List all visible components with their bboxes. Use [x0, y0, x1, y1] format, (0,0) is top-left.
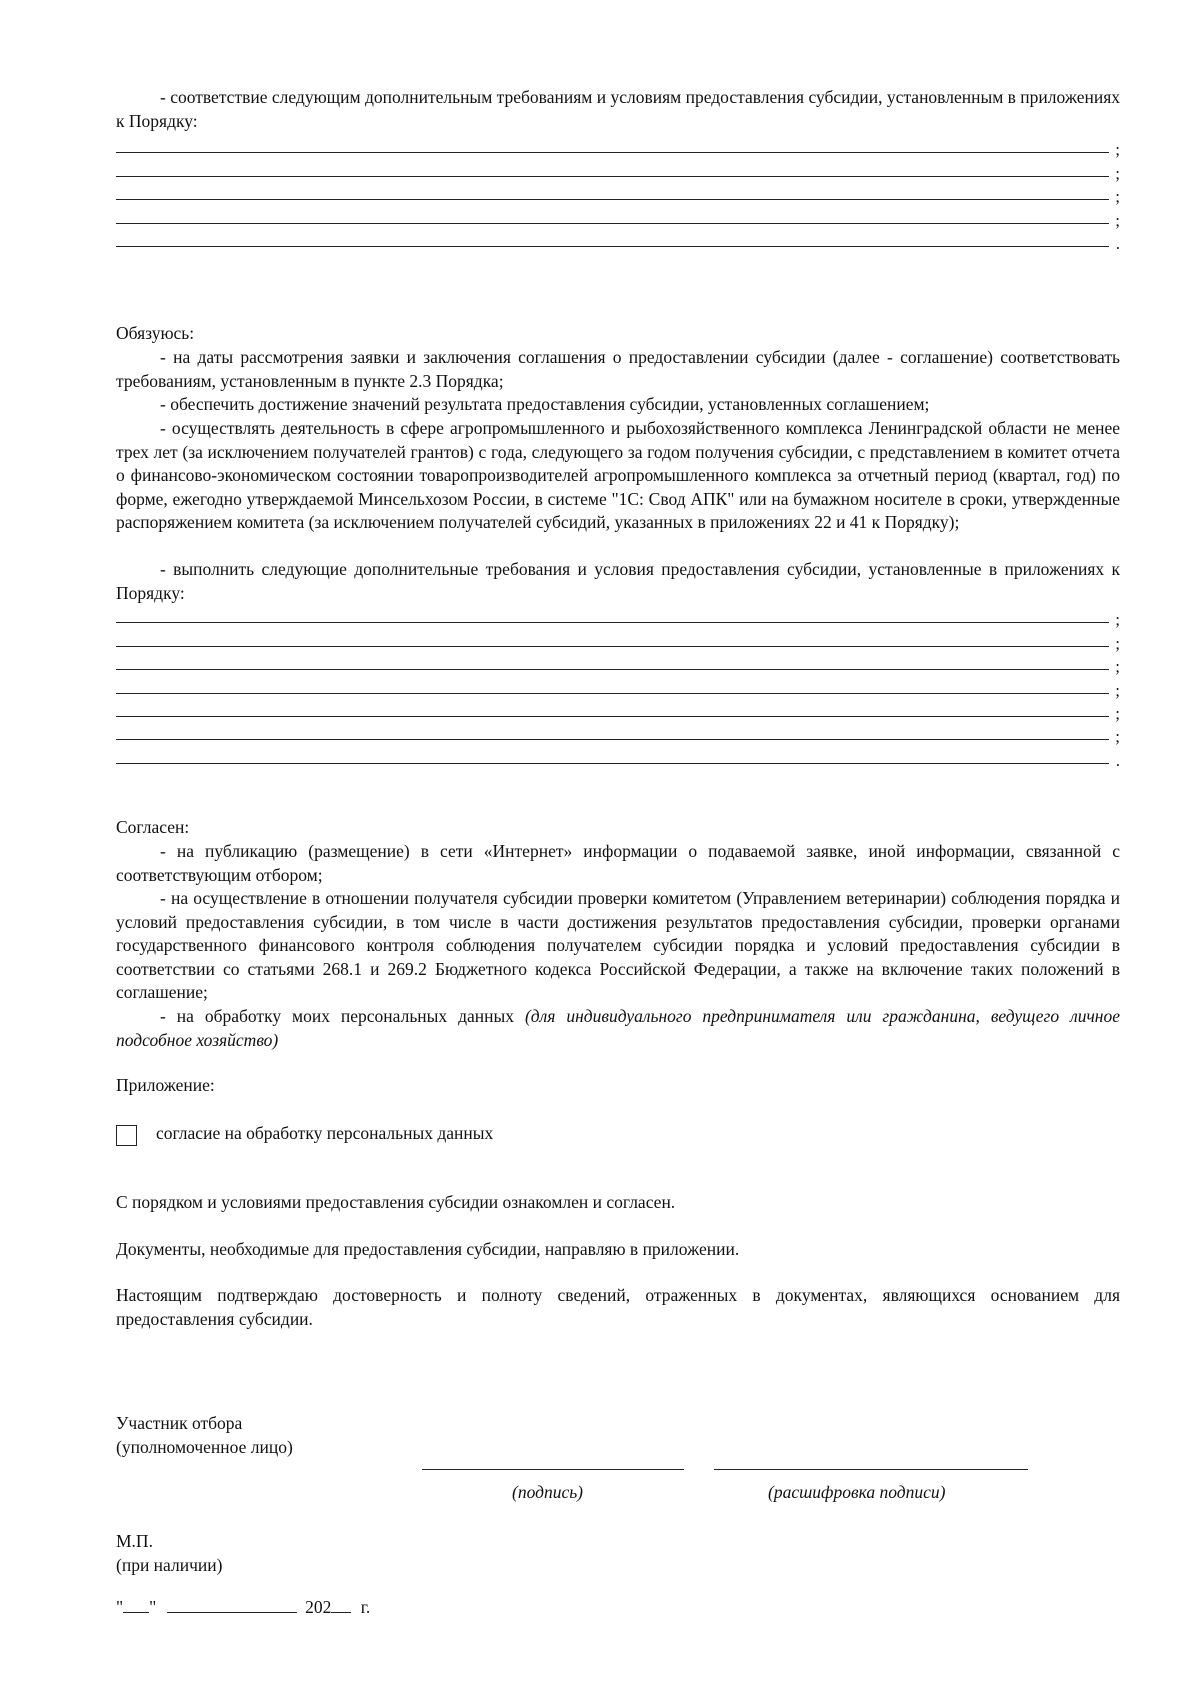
statement-acquainted: С порядком и условиями предоставления субсидии ознакомлен и согласен.: [116, 1192, 676, 1212]
statement-documents: Документы, необходимые для предоставления субсидии, направляю в приложении.: [116, 1239, 740, 1259]
date-month-field[interactable]: [167, 1611, 297, 1613]
consent-item: - на осуществление в отношении получателя субсидии проверки комитетом (Управлением ветеринарии) соблюдения порядка и условий предоставления субсидии, в том числе в части достижения результатов предоставления субсидии, проверки органами государственного финансового контроля соблюдения получателем субсидии порядка и условий предоставления субсидии в соответствии со статьями 268.1 и 269.2 Бюджетного кодекса Российской Федерации, а также на включение таких положений в соглашение;: [116, 888, 1120, 1002]
fill-line[interactable]: ;: [116, 206, 1120, 229]
commitment-item: - обеспечить достижение значений результата предоставления субсидии, установленных соглашением;: [160, 394, 930, 414]
consent-item-personal-data: - на обработку моих персональных данных (для индивидуального предпринимателя или гражданина, ведущего личное подсобное хозяйство): [116, 1006, 1120, 1050]
attachment-heading: Приложение:: [116, 1075, 215, 1095]
fill-line[interactable]: ;: [116, 183, 1120, 206]
fill-line[interactable]: ;: [116, 606, 1120, 629]
checkbox-label: согласие на обработку персональных данных: [156, 1123, 494, 1143]
date-line: " " 202 г.: [116, 1597, 371, 1617]
signature-line[interactable]: [422, 1469, 684, 1470]
statement-confirmation: Настоящим подтверждаю достоверность и полноту сведений, отраженных в документах, являющихся основанием для предоставления субсидии.: [116, 1285, 1120, 1329]
commitment-item: - выполнить следующие дополнительные требования и условия предоставления субсидии, установленные в приложениях к Порядку:: [116, 559, 1120, 603]
fill-line[interactable]: .: [116, 230, 1120, 253]
signature-decode-caption: (расшифровка подписи): [768, 1482, 946, 1502]
seal-label: М.П.: [116, 1531, 153, 1551]
signature-caption: (подпись): [512, 1482, 584, 1502]
personal-data-consent-checkbox[interactable]: [116, 1125, 137, 1146]
fill-line[interactable]: ;: [116, 653, 1120, 676]
fill-line[interactable]: ;: [116, 700, 1120, 723]
commitments-fill-lines: [116, 606, 1120, 770]
commitment-item: - на даты рассмотрения заявки и заключения соглашения о предоставлении субсидии (далее - соглашение) соответствовать требованиям, установленным в пункте 2.3 Порядка;: [116, 347, 1120, 391]
date-day-field[interactable]: [123, 1611, 149, 1613]
authorized-person-label: (уполномоченное лицо): [116, 1437, 293, 1457]
fill-line[interactable]: ;: [116, 159, 1120, 182]
requirements-fill-lines: [116, 136, 1120, 253]
personal-data-note: (для индивидуального предпринимателя или гражданина, ведущего личное подсобное хозяйство): [116, 1006, 1120, 1050]
fill-line[interactable]: ;: [116, 723, 1120, 746]
fill-line[interactable]: .: [116, 746, 1120, 769]
requirements-text: - соответствие следующим дополнительным требованиям и условиям предоставления субсидии, установленным в приложениях к Порядку:: [116, 87, 1120, 131]
signature-decode-line[interactable]: [714, 1469, 1028, 1470]
date-year-field[interactable]: [331, 1611, 351, 1613]
fill-line[interactable]: ;: [116, 136, 1120, 159]
commitment-item: - осуществлять деятельность в сфере агропромышленного и рыбохозяйственного комплекса Ленинградской области не менее трех лет (за исключением получателей грантов) с года, следующего за годом получения субсидии, с представлением в комитет отчета о финансово-экономическом состоянии товаропроизводителей агропромышленного комплекса за отчетный период (квартал, год) по форме, ежегодно утверждаемой Минсельхозом России, в системе "1С: Свод АПК" или на бумажном носителе в сроки, утвержденные распоряжением комитета (за исключением получателей субсидий, указанных в приложениях 22 и 41 к Порядку);: [116, 418, 1120, 532]
seal-note: (при наличии): [116, 1555, 223, 1575]
consent-item: - на публикацию (размещение) в сети «Интернет» информации о подаваемой заявке, иной информации, связанной с соответствующим отбором;: [116, 841, 1120, 885]
fill-line[interactable]: ;: [116, 629, 1120, 652]
fill-line[interactable]: ;: [116, 676, 1120, 699]
commitments-heading: Обязуюсь:: [116, 323, 195, 343]
consent-heading: Согласен:: [116, 817, 190, 837]
participant-label: Участник отбора: [116, 1413, 243, 1433]
